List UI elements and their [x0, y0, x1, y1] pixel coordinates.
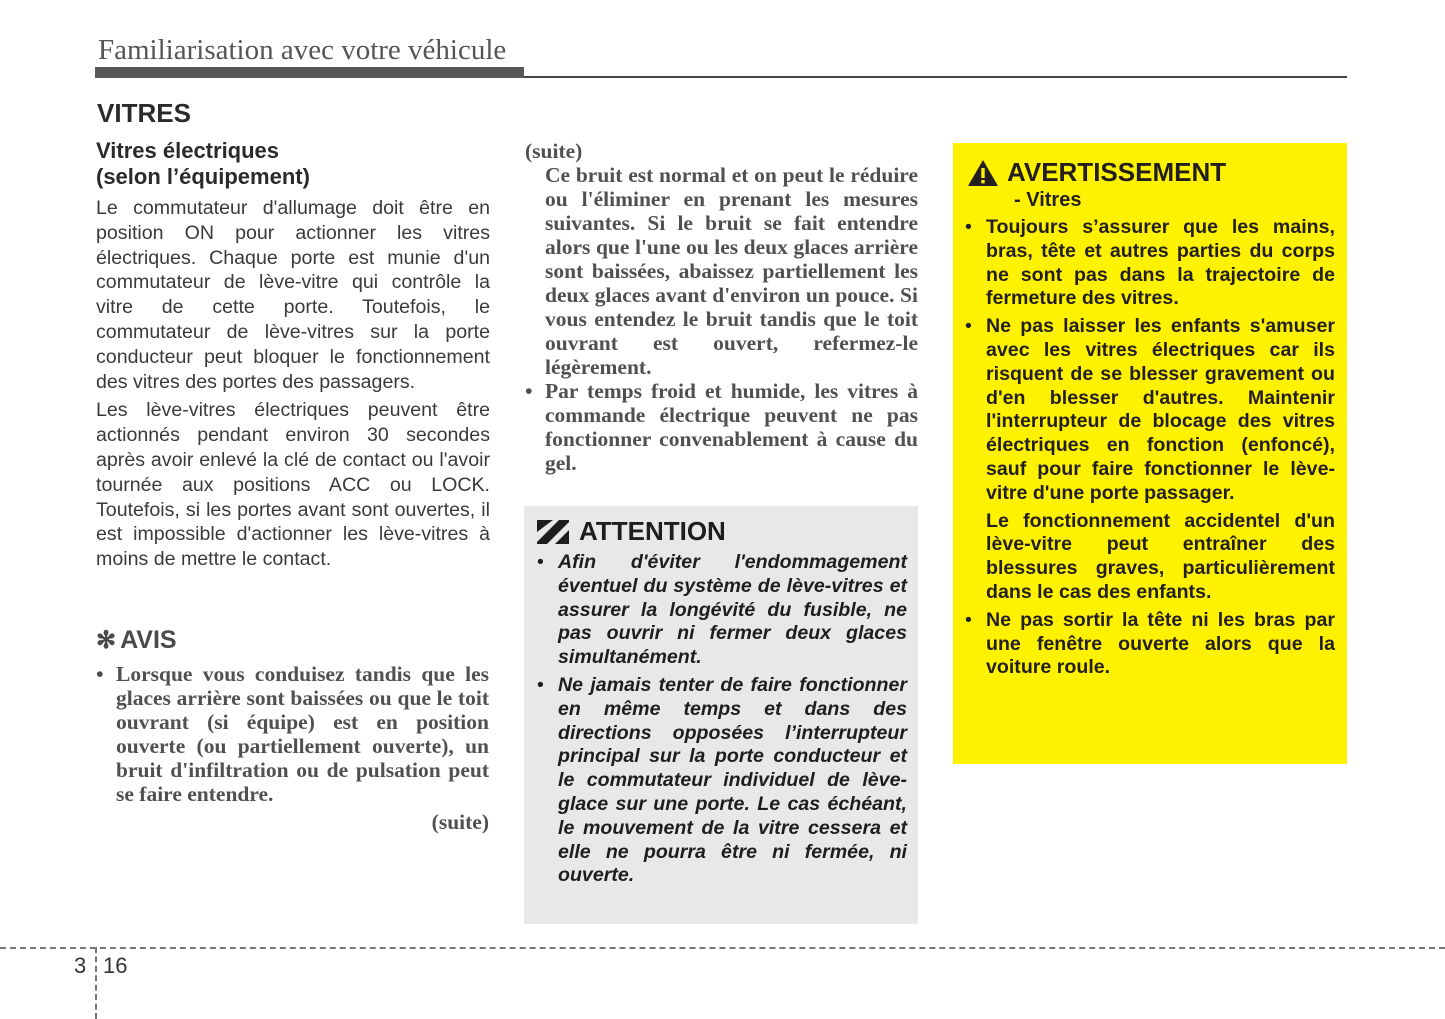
warning-triangle-icon: [967, 159, 999, 187]
section-title: VITRES: [97, 98, 191, 128]
chapter-number: 3: [74, 953, 87, 978]
warning-item-text: Ne pas laisser les enfants s'amuser avec les vitres électriques car ils risquent de se blesser gravement ou d'en blesser d'autres. Maintenir l'interrupteur de blocage des vitres électriques en fonction (enfoncé), sauf pour faire fonctionner le lève-vitre d'une porte passager.: [986, 315, 1335, 504]
bullet-icon: •: [537, 673, 544, 696]
warning-list: [965, 216, 1335, 684]
avis-list-item: [96, 662, 489, 806]
header-rule-thin: [524, 76, 1347, 78]
bullet-icon: •: [965, 216, 972, 238]
warning-list-item: [965, 315, 1335, 605]
warning-item-extra: Le fonctionnement accidentel d'un lève-vitre peut entraîner des blessures graves, particulièrement dans le cas des enfants.: [986, 509, 1335, 603]
attention-list-item: [537, 551, 907, 670]
caution-stripes-icon: [537, 520, 569, 544]
column-2: [525, 139, 918, 475]
continued-label: (suite): [525, 139, 583, 163]
body-paragraph: Le commutateur d'allumage doit être en position ON pour actionner les vitres électriques. Chaque porte est munie d'un commutateur de lève-vitre qui contrôle la vitre de cette porte. Toutefois, le commutateur de lève-vitres sur la porte conducteur peut bloquer le fonctionnement des vitres des portes des passagers.: [96, 197, 490, 393]
warning-item-text: Toujours s’assurer que les mains, bras, tête et autres parties du corps ne sont pas dans la trajectoire de fermeture des vitres.: [986, 216, 1335, 310]
subheading: [96, 138, 490, 190]
page-number: 16: [103, 953, 128, 978]
attention-item-text: Ne jamais tenter de faire fonctionner en même temps et dans des directions opposées l’interrupteur principal sur la porte conducteur et le commutateur individuel de lève-glace sur une porte. Le cas échéant, le mouvement de la vitre cessera et elle ne pourra être ni fermée, ni ouverte.: [558, 673, 907, 887]
footer-dashed-divider: [95, 947, 97, 1019]
avis-item-text: Par temps froid et humide, les vitres à commande électrique peuvent ne pas fonctionner convenablement à cause du gel.: [545, 379, 918, 475]
warning-item-text: Ne pas sortir la tête ni les bras par une fenêtre ouverte alors que la voiture roule.: [986, 608, 1335, 679]
attention-title: ATTENTION: [579, 516, 726, 546]
avis-list: [96, 662, 489, 834]
running-header-title: Familiarisation avec votre véhicule: [98, 34, 507, 66]
warning-box: [953, 143, 1347, 764]
warning-list-item: [965, 216, 1335, 311]
bullet-icon: •: [96, 662, 104, 686]
bullet-icon: •: [537, 551, 544, 573]
attention-list: [537, 551, 907, 892]
header-rule-thick: [95, 67, 524, 78]
attention-heading: [537, 516, 726, 547]
warning-subtitle: - Vitres: [1014, 189, 1082, 211]
attention-list-item: [537, 674, 907, 888]
column-1: [96, 138, 490, 576]
bullet-icon: •: [525, 379, 533, 403]
body-paragraph: Les lève-vitres électriques peuvent être actionnés pendant environ 30 secondes après avoir enlevé la clé de contact ou l'avoir tournée aux positions ACC ou LOCK. Toutefois, si les portes avant sont ouvertes, il est impossible d'actionner les lève-vitres à moins de mettre le contact.: [96, 399, 490, 571]
continued-label: (suite): [431, 810, 489, 834]
bullet-icon: •: [965, 608, 972, 631]
warning-list-item: [965, 609, 1335, 680]
warning-heading: [967, 157, 1226, 188]
subheading-line-1: Vitres électriques: [96, 138, 280, 163]
avis-title: AVIS: [120, 626, 177, 654]
attention-box: [524, 506, 918, 924]
attention-item-text: Afin d'éviter l'endommagement éventuel du système de lève-vitres et assurer la longévité du fusible, ne pas ouvrir ni fermer deux glaces simultanément.: [558, 551, 907, 669]
continued-text: Ce bruit est normal et on peut le réduire ou l'éliminer en prenant les mesures suivantes. Si le bruit se fait entendre alors que l'une ou les deux glaces arrière sont baissées, abaissez partiellement les deux glaces avant d'environ un pouce. Si vous entendez le bruit tandis que le toit ouvrant est ouvert, refermez-le légèrement.: [545, 163, 918, 379]
footer-dashed-rule: [0, 947, 1445, 949]
bullet-icon: •: [965, 315, 972, 338]
warning-title: AVERTISSEMENT: [1007, 157, 1227, 187]
asterisk-icon: ✻: [96, 627, 117, 654]
avis-heading: [96, 626, 177, 655]
avis-list-item: [525, 379, 918, 475]
avis-item-text: Lorsque vous conduisez tandis que les glaces arrière sont baissées ou que le toit ouvrant (si équipe) est en position ouverte (ou partiellement ouverte), un bruit d'infiltration ou de pulsation peut se faire entendre.: [116, 662, 489, 806]
subheading-line-2: (selon l’équipement): [96, 164, 310, 189]
